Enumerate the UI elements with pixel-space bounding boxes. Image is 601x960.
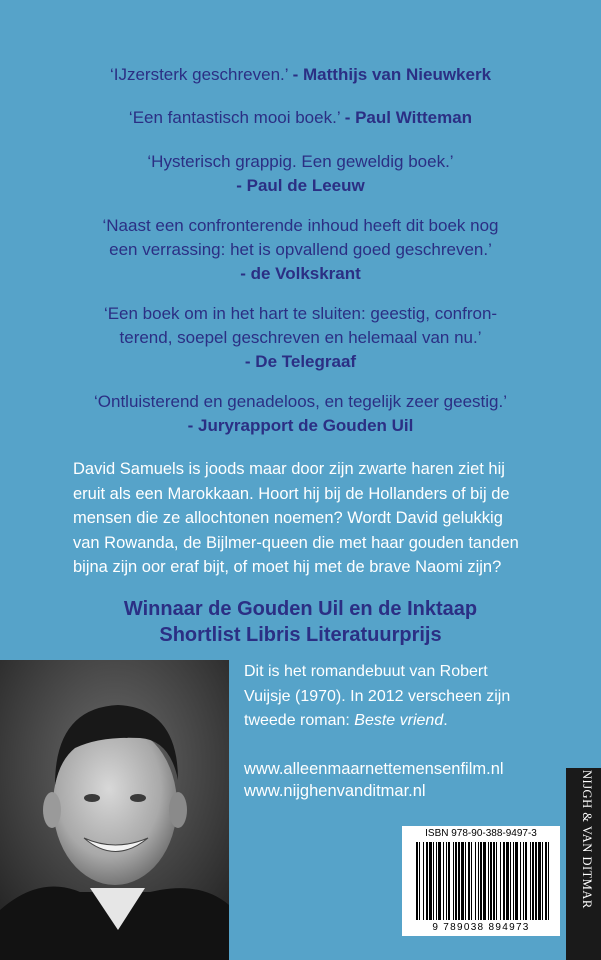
review-1 xyxy=(0,63,601,87)
publisher-website-link[interactable]: www.nijghenvanditmar.nl xyxy=(244,782,426,800)
review-5 xyxy=(0,302,601,374)
film-website-link[interactable]: www.alleenmaarnettemensenfilm.nl xyxy=(244,760,504,778)
review-quote-line1: ‘Naast een confronterende inhoud heeft dit boek nog xyxy=(102,216,499,235)
barcode-bars xyxy=(402,826,560,936)
review-source: - Juryrapport de Gouden Uil xyxy=(187,416,414,435)
review-quote-line2: terend, soepel geschreven en helemaal van nu.’ xyxy=(119,328,482,347)
barcode xyxy=(402,826,560,936)
review-3 xyxy=(0,150,601,198)
review-2 xyxy=(0,106,601,130)
synopsis xyxy=(73,457,573,580)
book-title: Beste vriend xyxy=(354,712,444,729)
review-quote: ‘Hysterisch grappig. Een geweldig boek.’ xyxy=(147,152,454,171)
bio-line xyxy=(244,709,564,734)
publisher-name: NIJGH & VAN DITMAR xyxy=(580,770,594,909)
review-source: - Paul Witteman xyxy=(344,108,473,127)
review-source: - Matthijs van Nieuwkerk xyxy=(292,65,492,84)
review-quote: ‘IJzersterk geschreven.’ xyxy=(109,65,288,84)
synopsis-line: bijna zijn oor eraf bijt, of moet hij met de brave Naomi zijn? xyxy=(73,558,502,576)
award-line-1: Winnaar de Gouden Uil en de Inktaap xyxy=(123,598,478,620)
review-4 xyxy=(0,214,601,286)
synopsis-line: van Rowanda, de Bijlmer-queen die met haar gouden tanden xyxy=(73,533,519,552)
barcode-digits: 9 789038 894973 xyxy=(432,922,530,933)
review-source: - de Volkskrant xyxy=(240,264,361,283)
author-photo xyxy=(0,660,229,960)
review-quote-line2: een verrassing: het is opvallend goed geschreven.’ xyxy=(109,240,492,259)
bio-line: Vuijsje (1970). In 2012 verscheen zijn xyxy=(244,687,511,705)
review-6 xyxy=(0,390,601,438)
bio-line-suffix: . xyxy=(443,712,448,729)
review-quote: ‘Een fantastisch mooi boek.’ xyxy=(128,108,340,127)
synopsis-line: David Samuels is joods maar door zijn zwarte haren ziet hij xyxy=(73,460,505,478)
review-source: - Paul de Leeuw xyxy=(236,176,365,195)
bio-line-prefix: tweede roman: xyxy=(244,712,355,729)
synopsis-line: mensen die ze allochtonen noemen? Wordt David gelukkig xyxy=(73,509,503,527)
review-source: - De Telegraaf xyxy=(244,352,357,371)
author-bio xyxy=(244,660,564,734)
bio-line: Dit is het romandebuut van Robert xyxy=(244,663,488,680)
award-line-2: Shortlist Libris Literatuurprijs xyxy=(159,624,442,646)
synopsis-line: eruit als een Marokkaan. Hoort hij bij de Hollanders of bij de xyxy=(73,484,510,503)
review-quote-line1: ‘Een boek om in het hart te sluiten: geestig, confron- xyxy=(103,304,498,323)
review-quote: ‘Ontluisterend en genadeloos, en tegelijk zeer geestig.’ xyxy=(94,392,507,411)
publisher-spine xyxy=(566,768,601,960)
isbn-label: ISBN 978-90-388-9497-3 xyxy=(425,828,537,839)
